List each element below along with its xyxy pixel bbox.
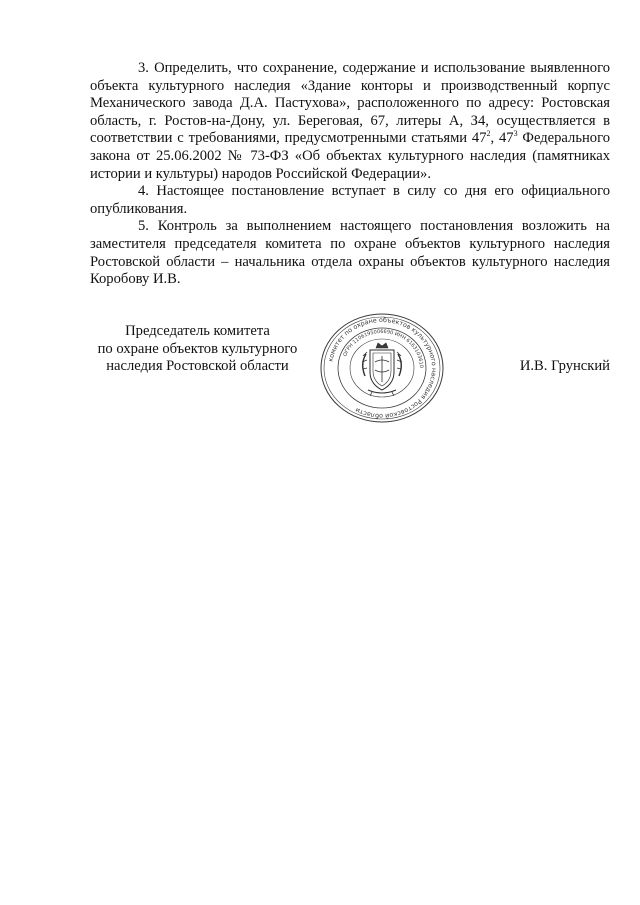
seal-outer-text: комитет по охране объектов культурного наследия Ростовской области <box>326 315 439 421</box>
article-superscript-3: 3 <box>513 129 518 139</box>
coat-of-arms-icon <box>362 343 402 396</box>
paragraph-3-text: 3. Определить, что сохранение, содержание и использование выявленного объекта культурного наследия «Здание конторы и производственный корпус Механического завода Д.А. Пастухова», расположенного по адресу: Ростовская область, г. Ростов-на-Дону, ул. Береговая, 67, литеры А, З4, осуществляется в соответствии с требованиями, предусмотренными статьями 47 <box>90 60 610 147</box>
paragraph-5: 5. Контроль за выполнением настоящего постановления возложить на заместителя председателя комитета по охране объектов культурного наследия Ростовской области – начальника отдела охраны объектов культурного наследия Коробову И.В. <box>90 218 610 288</box>
article-superscript-2: 2 <box>486 129 491 139</box>
paragraph-3-text-mid: , 47 <box>490 130 514 147</box>
paragraph-3-text-end: Федерального закона от 25.06.2002 № 73-ФЗ «Об объектах культурного наследия (памятниках истории и культуры) народов Российской Федерации». <box>90 130 610 182</box>
signatory-title-line: Председатель комитета <box>125 323 270 339</box>
official-seal-stamp <box>318 312 446 424</box>
paragraph-4: 4. Настоящее постановление вступает в силу со дня его официального опубликования. <box>90 183 610 217</box>
signatory-title-line: по охране объектов культурного <box>97 340 298 357</box>
seal-inner-text: ОГРН 1106195006690 ИНН 6163103610 <box>342 328 425 369</box>
signature-block <box>90 315 610 423</box>
document-body <box>90 60 610 289</box>
signatory-title-line: наследия Ростовской области <box>106 358 289 375</box>
paragraph-3 <box>90 60 610 183</box>
signatory-title <box>90 323 305 376</box>
signatory-name: И.В. Грунский <box>519 358 610 374</box>
